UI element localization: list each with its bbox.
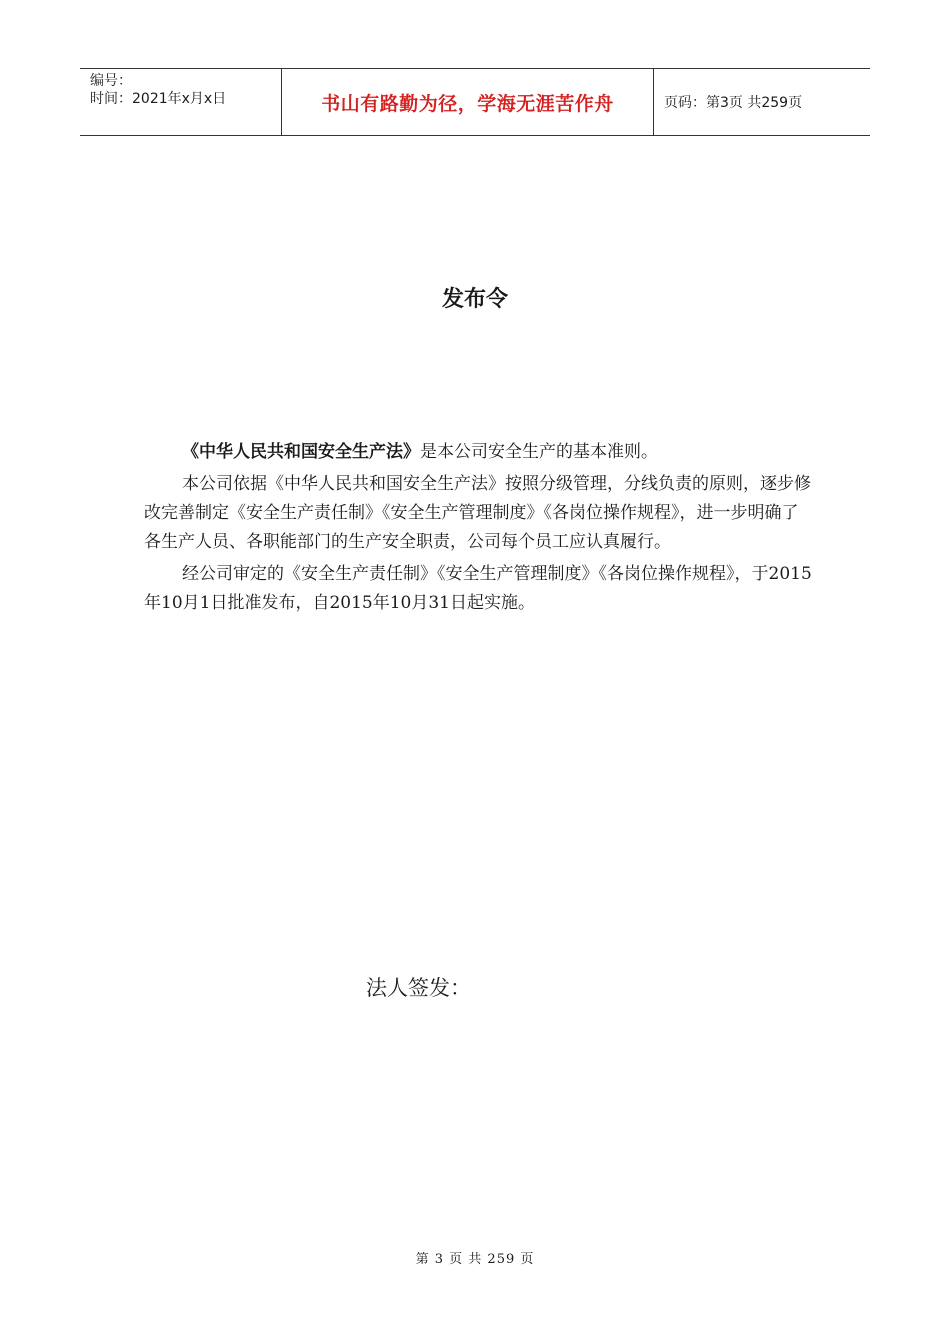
paragraph-3-text: 经公司审定的《安全生产责任制》《安全生产管理制度》《各岗位操作规程》，于2015年10月1日批准发布，自2015年10月31日起实施。 xyxy=(144,564,812,613)
signature-label: 法人签发： xyxy=(366,976,471,1000)
paragraph-3 xyxy=(144,560,812,618)
paragraph-1 xyxy=(144,438,812,467)
page-header xyxy=(80,68,870,136)
paragraph-2 xyxy=(144,470,812,557)
document-body xyxy=(144,438,812,621)
document-title: 发布令 xyxy=(441,286,508,312)
paragraph-2-text: 本公司依据《中华人民共和国安全生产法》按照分级管理，分线负责的原则，逐步修改完善制定《安全生产责任制》《安全生产管理制度》《各岗位操作规程》，进一步明确了各生产人员、各职能部门的生产安全职责，公司每个员工应认真履行。 xyxy=(144,474,811,552)
header-page-info: 页码：第3页 共259页 xyxy=(664,95,803,111)
paragraph-1-bold-lead: 《中华人民共和国安全生产法》 xyxy=(182,442,420,462)
page-footer: 第 3 页 共 259 页 xyxy=(415,1252,535,1267)
document-date-label: 时间：2021年x月x日 xyxy=(90,91,227,107)
document-number-label: 编号： xyxy=(90,73,132,89)
header-slogan: 书山有路勤为径，学海无涯苦作舟 xyxy=(282,69,654,135)
paragraph-1-text: 是本公司安全生产的基本准则。 xyxy=(420,442,658,462)
header-meta xyxy=(80,69,282,135)
